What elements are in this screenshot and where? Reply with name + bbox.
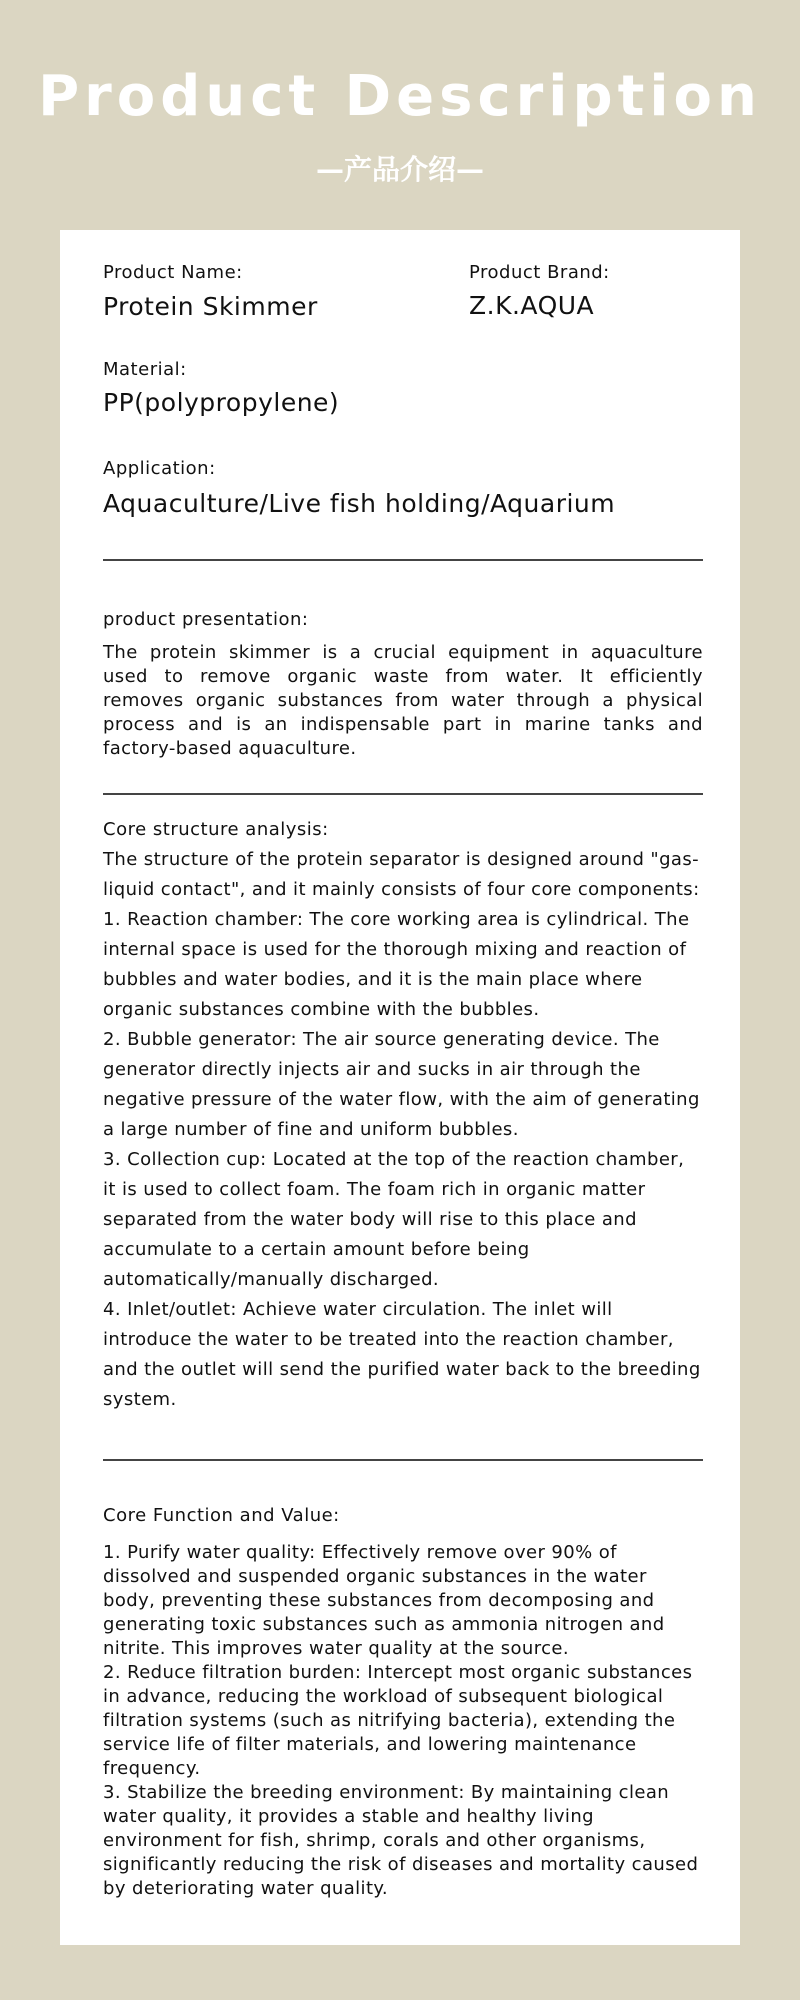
presentation-section (103, 607, 703, 761)
page-title: Product Description (38, 64, 762, 129)
structure-item-collection-cup: 3. Collection cup: Located at the top of the reaction chamber, it is used to collect foam. The foam rich in organic matter separated from the water body will rise to this place and accumulate to a certain amount before being automatically/manually discharged. (103, 1149, 685, 1290)
structure-section (103, 815, 703, 1415)
function-item-stabilize: 3. Stabilize the breeding environment: By maintaining clean water quality, it provides a stable and healthy living environment for fish, shrimp, corals and other organisms, significantly reducing the risk of diseases and mortality caused by deteriorating water quality. (103, 1782, 699, 1899)
function-item-purify: 1. Purify water quality: Effectively remove over 90% of dissolved and suspended organic substances in the water body, preventing these substances from decomposing and generating toxic substances such as ammonia nitrogen and nitrite. This improves water quality at the source. (103, 1542, 665, 1659)
product-brand-value: Z.K.AQUA (469, 291, 595, 320)
structure-heading: Core structure analysis: (103, 819, 329, 840)
functions-heading: Core Function and Value: (103, 1505, 340, 1526)
section-divider (103, 559, 703, 561)
application-value: Aquaculture/Live fish holding/Aquarium (103, 489, 616, 518)
application-block (103, 456, 703, 521)
material-block (103, 357, 703, 420)
presentation-heading: product presentation: (103, 609, 309, 630)
product-name-block (103, 260, 403, 324)
functions-body (103, 1541, 703, 1901)
structure-intro: The structure of the protein separator is designed around "gas-liquid contact", and it mainly consists of four core components: (103, 849, 700, 900)
description-card (60, 230, 740, 1945)
structure-item-inlet-outlet: 4. Inlet/outlet: Achieve water circulation. The inlet will introduce the water to be treated into the reaction chamber, and the outlet will send the purified water back to the breeding system. (103, 1299, 701, 1410)
structure-item-reaction-chamber: 1. Reaction chamber: The core working area is cylindrical. The internal space is used for the thorough mixing and reaction of bubbles and water bodies, and it is the main place where organic substances combine with the bubbles. (103, 909, 690, 1020)
product-name-value: Protein Skimmer (103, 292, 318, 321)
structure-item-bubble-generator: 2. Bubble generator: The air source generating device. The generator directly injects air and sucks in air through the negative pressure of the water flow, with the aim of generating a large number of fine and uniform bubbles. (103, 1029, 700, 1140)
product-brand-label: Product Brand: (469, 262, 610, 283)
material-value: PP(polypropylene) (103, 388, 340, 417)
structure-body (103, 845, 703, 1415)
section-divider (103, 1459, 703, 1461)
product-name-label: Product Name: (103, 262, 243, 283)
function-item-reduce-burden: 2. Reduce filtration burden: Intercept most organic substances in advance, reducing the workload of subsequent biological filtration systems (such as nitrifying bacteria), extending the service life of filter materials, and lowering maintenance frequency. (103, 1662, 693, 1779)
application-label: Application: (103, 458, 216, 479)
material-label: Material: (103, 359, 187, 380)
presentation-text: The protein skimmer is a crucial equipment in aquaculture used to remove organic waste from water. It efficiently removes organic substances from water through a physical process and is an indispensable part in marine tanks and factory-based aquaculture. (103, 642, 703, 759)
product-brand-block (469, 260, 709, 323)
functions-section (103, 1503, 703, 1901)
page-subtitle: —产品介绍— (315, 153, 484, 186)
section-divider (103, 793, 703, 795)
